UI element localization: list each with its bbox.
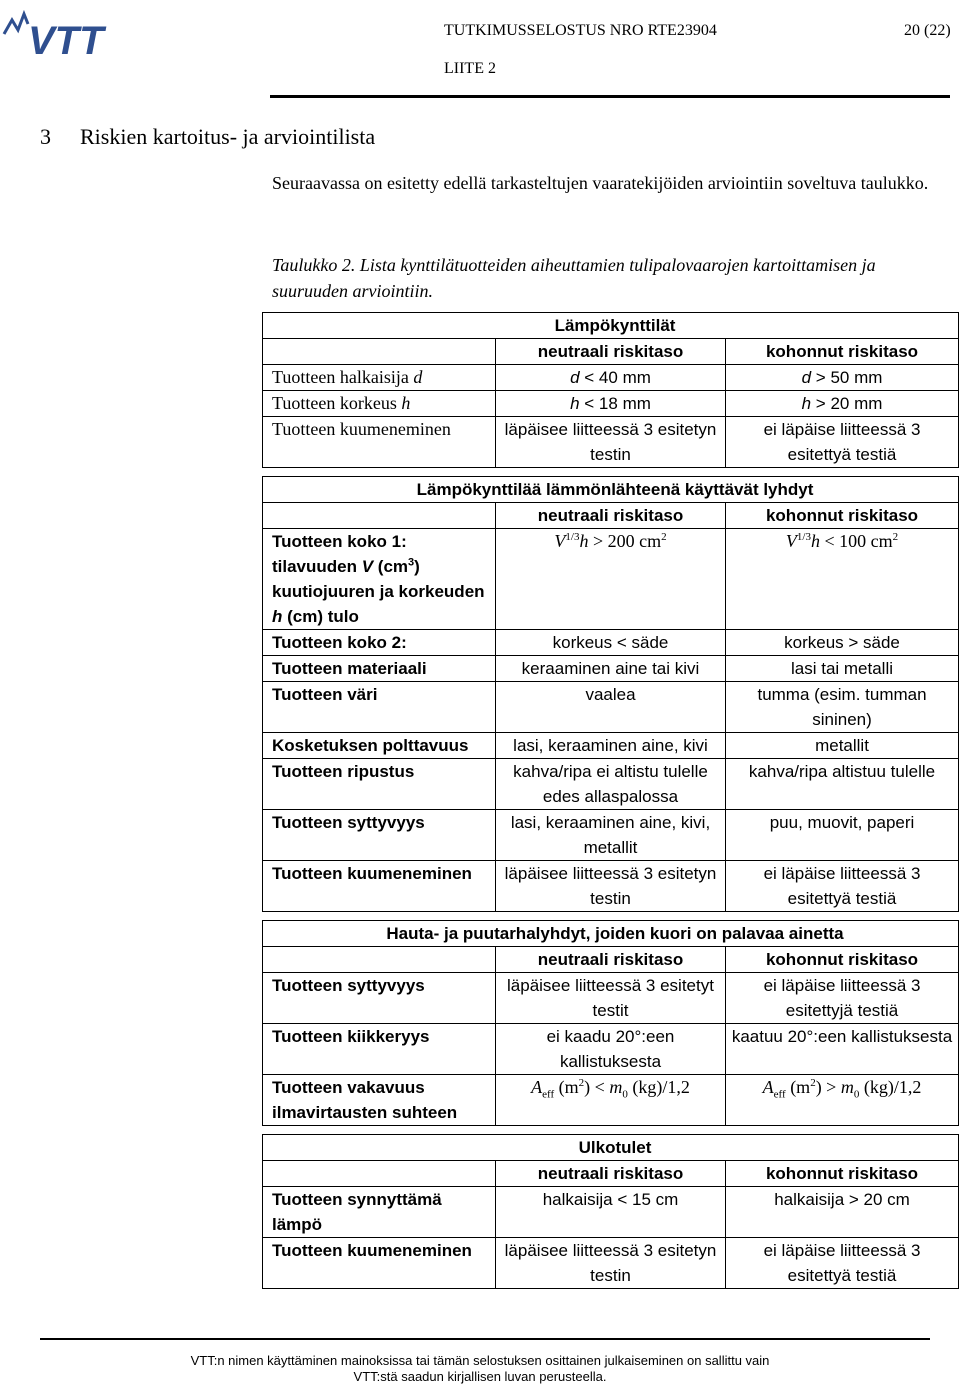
intro-paragraph: Seuraavassa on esitetty edellä tarkasteltujen vaaratekijöiden arviointiin soveltuva taulukko.	[272, 173, 929, 193]
table-row	[263, 733, 959, 759]
label-part: Tuotteen koko 1: tilavuuden	[272, 532, 407, 576]
elevated-text: (kg)/1,2	[859, 1077, 922, 1097]
elevated-cell	[726, 365, 959, 391]
label-text: Tuotteen korkeus	[272, 393, 397, 413]
elevated-var: d	[801, 368, 812, 387]
footer-line-1: VTT:n nimen käyttäminen mainoksissa tai tämän selostuksen osittainen julkaiseminen on sallittu vain	[190, 1353, 770, 1368]
elevated-cell: tumma (esim. tumman sininen)	[726, 682, 959, 733]
elevated-cell: ei läpäise liitteessä 3 esitettyä testiä	[726, 861, 959, 912]
header-rule	[270, 95, 950, 98]
section-title-row	[263, 477, 959, 503]
table-row	[263, 1187, 959, 1238]
elevated-text: (m	[785, 1077, 811, 1097]
neutral-cell: lasi, keraaminen aine, kivi	[496, 733, 726, 759]
neutral-text: (m	[554, 1077, 579, 1097]
empty-cell	[263, 503, 496, 529]
col-elevated: kohonnut riskitaso	[726, 503, 959, 529]
spacer	[263, 1126, 959, 1135]
table-row	[263, 759, 959, 810]
neutral-cell: vaalea	[496, 682, 726, 733]
neutral-cell: kahva/ripa ei altistu tulelle edes allaspalossa	[496, 759, 726, 810]
elevated-var: A	[762, 1077, 774, 1097]
col-neutral: neutraali riskitaso	[496, 503, 726, 529]
elevated-text: > 50 mm	[811, 368, 883, 387]
page-number: 20 (22)	[904, 22, 951, 39]
neutral-text: ) <	[584, 1077, 610, 1097]
neutral-cell	[496, 365, 726, 391]
neutral-cell: ei kaadu 20°:een kallistuksesta	[496, 1024, 726, 1075]
elevated-cell	[726, 391, 959, 417]
neutral-cell	[496, 391, 726, 417]
neutral-cell: läpäisee liitteessä 3 esitetyn testin	[496, 417, 726, 468]
table-row	[263, 391, 959, 417]
neutral-sup: 2	[578, 1077, 585, 1089]
empty-cell	[263, 947, 496, 973]
label-sup: 3	[408, 556, 415, 569]
elevated-sup: 2	[892, 531, 899, 543]
elevated-cell	[726, 529, 959, 630]
row-label: Tuotteen syttyvyys	[263, 810, 496, 861]
neutral-text: > 200 cm	[588, 531, 662, 551]
label-part: (cm	[373, 557, 409, 576]
elevated-cell: ei läpäise liitteessä 3 esitettyjä testiä	[726, 973, 959, 1024]
label-var: V	[361, 557, 374, 576]
label-part: (cm) tulo	[282, 607, 359, 626]
column-header-row	[263, 1161, 959, 1187]
neutral-var: h	[570, 394, 580, 413]
neutral-cell: läpäisee liitteessä 3 esitetyt testit	[496, 973, 726, 1024]
elevated-var: h	[810, 531, 820, 551]
elevated-var: h	[801, 394, 812, 413]
row-label: Tuotteen koko 2:	[263, 630, 496, 656]
col-elevated: kohonnut riskitaso	[726, 339, 959, 365]
neutral-text: < 18 mm	[579, 394, 651, 413]
section-title: Hauta- ja puutarhalyhdyt, joiden kuori on palavaa ainetta	[263, 921, 959, 947]
section-number: 3	[40, 124, 51, 149]
row-label	[263, 529, 496, 630]
report-title: TUTKIMUSSELOSTUS NRO RTE23904	[444, 22, 717, 39]
elevated-sub: 0	[853, 1088, 860, 1101]
table-row	[263, 861, 959, 912]
col-neutral: neutraali riskitaso	[496, 339, 726, 365]
elevated-cell: halkaisija > 20 cm	[726, 1187, 959, 1238]
table-row	[263, 682, 959, 733]
row-label: Tuotteen kuumeneminen	[263, 861, 496, 912]
spacer-row	[263, 1126, 959, 1135]
row-label: Tuotteen ripustus	[263, 759, 496, 810]
section-title: Riskien kartoitus- ja arviointilista	[80, 124, 376, 149]
neutral-var: V	[554, 531, 566, 551]
neutral-sup: 2	[661, 531, 667, 543]
row-label	[263, 391, 496, 417]
neutral-cell: keraaminen aine tai kivi	[496, 656, 726, 682]
col-neutral: neutraali riskitaso	[496, 1161, 726, 1187]
spacer-row	[263, 468, 959, 477]
label-text: Tuotteen halkaisija	[272, 367, 409, 387]
column-header-row	[263, 339, 959, 365]
neutral-cell: korkeus < säde	[496, 630, 726, 656]
footer-line-2: VTT:stä saadun kirjallisen luvan perusteella.	[353, 1369, 607, 1384]
neutral-sub: eff	[542, 1088, 555, 1101]
row-label: Kosketuksen polttavuus	[263, 733, 496, 759]
empty-cell	[263, 339, 496, 365]
neutral-sub: 0	[622, 1088, 628, 1101]
elevated-text: > 20 mm	[811, 394, 883, 413]
table-row	[263, 1238, 959, 1289]
row-label	[263, 365, 496, 391]
neutral-cell: läpäisee liitteessä 3 esitetyn testin	[496, 1238, 726, 1289]
label-var: h	[401, 393, 411, 413]
logo-text: VTT	[28, 19, 104, 58]
spacer-row	[263, 912, 959, 921]
section-title-row	[263, 1135, 959, 1161]
elevated-cell: metallit	[726, 733, 959, 759]
neutral-var: A	[531, 1077, 543, 1097]
elevated-sup: 2	[810, 1077, 816, 1089]
neutral-text: (kg)/1,2	[627, 1077, 690, 1097]
section-title: Ulkotulet	[263, 1135, 959, 1161]
row-label: Tuotteen syttyvyys	[263, 973, 496, 1024]
row-label: Tuotteen kiikkeryys	[263, 1024, 496, 1075]
elevated-cell: puu, muovit, paperi	[726, 810, 959, 861]
elevated-exp: 1/3	[796, 531, 811, 543]
section-title-row	[263, 921, 959, 947]
elevated-text: < 100 cm	[819, 531, 893, 551]
empty-cell	[263, 1161, 496, 1187]
appendix-label: LIITE 2	[444, 60, 496, 77]
col-neutral: neutraali riskitaso	[496, 947, 726, 973]
elevated-cell: lasi tai metalli	[726, 656, 959, 682]
row-label: Tuotteen synnyttämä lämpö	[263, 1187, 496, 1238]
neutral-text: < 40 mm	[579, 368, 651, 387]
table-row	[263, 973, 959, 1024]
section-title-row	[263, 313, 959, 339]
neutral-cell: halkaisija < 15 cm	[496, 1187, 726, 1238]
row-label: Tuotteen vakavuus ilmavirtausten suhteen	[263, 1075, 496, 1126]
table-row	[263, 1075, 959, 1126]
neutral-cell	[496, 529, 726, 630]
neutral-cell: läpäisee liitteessä 3 esitetyn testin	[496, 861, 726, 912]
row-label: Tuotteen kuumeneminen	[263, 1238, 496, 1289]
elevated-cell	[726, 1075, 959, 1126]
table-row	[263, 1024, 959, 1075]
elevated-cell: kahva/ripa altistuu tulelle	[726, 759, 959, 810]
section-title: Lämpökynttilät	[263, 313, 959, 339]
section-title: Lämpökynttilää lämmönlähteenä käyttävät lyhdyt	[263, 477, 959, 503]
elevated-cell: ei läpäise liitteessä 3 esitettyä testiä	[726, 1238, 959, 1289]
row-label: Tuotteen kuumeneminen	[263, 417, 496, 468]
table-row	[263, 529, 959, 630]
neutral-cell	[496, 1075, 726, 1126]
neutral-exp: 1/3	[565, 531, 580, 543]
elevated-cell: kaatuu 20°:een kallistuksesta	[726, 1024, 959, 1075]
vtt-logo	[2, 6, 142, 63]
elevated-text: ) >	[815, 1077, 841, 1097]
neutral-var: d	[570, 368, 580, 387]
elevated-cell: korkeus > säde	[726, 630, 959, 656]
column-header-row	[263, 503, 959, 529]
table-row	[263, 365, 959, 391]
col-elevated: kohonnut riskitaso	[726, 1161, 959, 1187]
table-row	[263, 810, 959, 861]
elevated-sub: eff	[773, 1088, 786, 1101]
label-part: ) kuutiojuuren ja korkeuden	[272, 557, 485, 601]
label-var: d	[413, 367, 423, 387]
spacer	[263, 468, 959, 477]
elevated-var: V	[785, 531, 797, 551]
row-label: Tuotteen materiaali	[263, 656, 496, 682]
elevated-var: m	[840, 1077, 854, 1097]
col-elevated: kohonnut riskitaso	[726, 947, 959, 973]
neutral-cell: lasi, keraaminen aine, kivi, metallit	[496, 810, 726, 861]
neutral-var: m	[609, 1077, 623, 1097]
label-var: h	[272, 607, 283, 626]
table-row	[263, 417, 959, 468]
footer-rule	[40, 1338, 930, 1340]
table-caption: Taulukko 2. Lista kynttilätuotteiden aiheuttamien tulipalovaarojen kartoittamisen ja suuruuden arviointiin.	[272, 255, 876, 301]
table-row	[263, 630, 959, 656]
row-label: Tuotteen väri	[263, 682, 496, 733]
spacer	[263, 912, 959, 921]
vtt-logo-mark	[2, 6, 142, 58]
table-row	[263, 656, 959, 682]
neutral-var: h	[579, 531, 589, 551]
column-header-row	[263, 947, 959, 973]
elevated-cell: ei läpäise liitteessä 3 esitettyä testiä	[726, 417, 959, 468]
risk-table	[262, 312, 959, 1289]
